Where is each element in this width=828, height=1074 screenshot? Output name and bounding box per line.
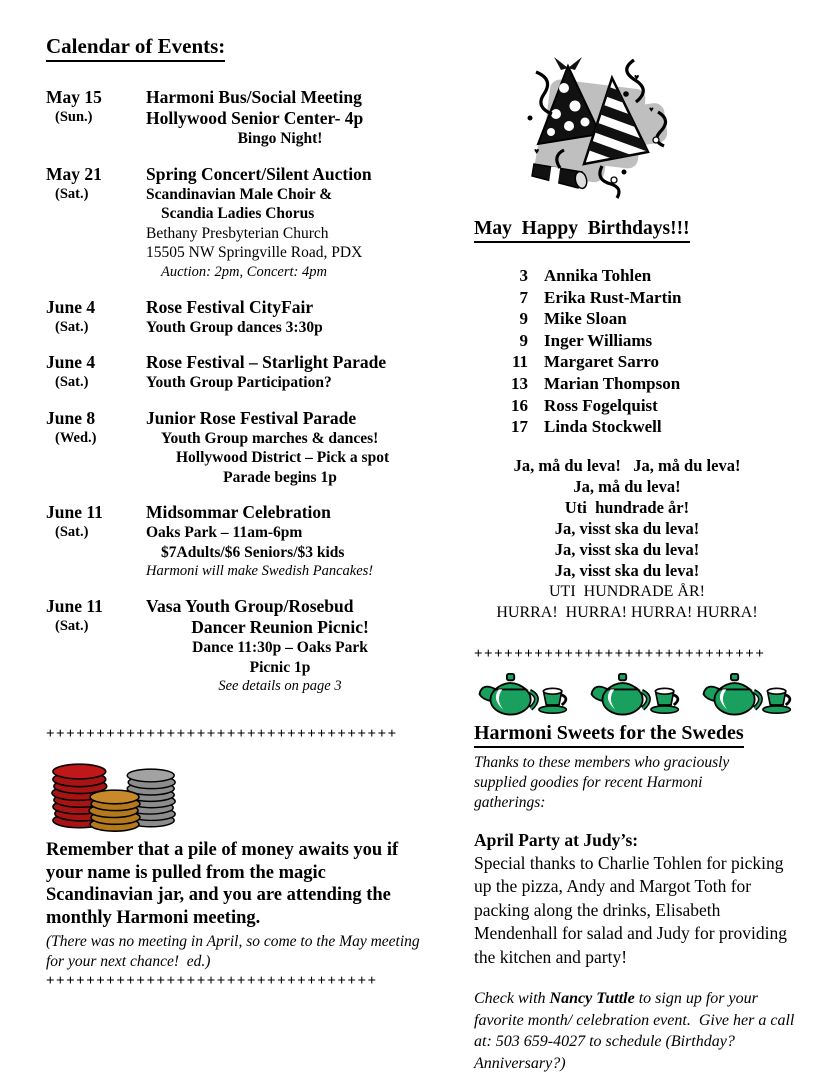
event-date-text: June 11 [46, 596, 103, 616]
plus-divider-right: +++++++++++++++++++++++++++++ [474, 645, 766, 662]
song-line: Ja, visst ska du leva! [554, 560, 700, 580]
event-details [146, 596, 432, 696]
cup-rim [767, 688, 785, 694]
event-date [46, 87, 146, 149]
event-date-text: May 15 [46, 87, 102, 107]
birthday-day: 9 [519, 330, 528, 350]
calendar-event [46, 297, 432, 338]
teapot-knob [507, 674, 514, 680]
teapot-knob [731, 674, 738, 680]
event-line: Rose Festival – Starlight Parade [146, 352, 387, 372]
event-details [146, 352, 432, 393]
money-reminder-text: Remember that a pile of money awaits you if your name is pulled from the magic Scandinavian jar, and you are attending the monthly Harmoni meeting. [46, 840, 399, 928]
event-line: Scandia Ladies Chorus [161, 205, 315, 222]
song-line: Ja, visst ska du leva! [554, 539, 700, 559]
birthday-name: Margaret Sarro [544, 352, 660, 372]
teapot-and-teacup-icon [698, 669, 794, 719]
calendar-event [46, 502, 432, 581]
song-line: UTI HUNDRADE ÅR! [549, 582, 705, 600]
april-party-heading: April Party at Judy’s: [474, 829, 639, 850]
coins-svg [50, 755, 182, 835]
event-details [146, 297, 432, 338]
event-line: Rose Festival CityFair [146, 296, 314, 317]
event-day-text: (Sat.) [55, 185, 89, 202]
event-line: Auction: 2pm, Concert: 4pm [161, 263, 327, 280]
teapot-knob [619, 674, 626, 680]
saucer [539, 706, 566, 713]
event-date [46, 297, 146, 338]
birthday-name: Linda Stockwell [544, 417, 662, 437]
cup-handle [674, 695, 678, 705]
saucer [763, 706, 790, 713]
song-line: Ja, må du leva! Ja, må du leva! [513, 455, 741, 475]
birthday-day: 9 [519, 309, 528, 329]
birthdays-title: May Happy Birthdays!!! [474, 218, 690, 243]
event-line: Harmoni Bus/Social Meeting [146, 87, 362, 107]
party-hats-svg [506, 54, 686, 202]
event-day-text: (Wed.) [55, 429, 97, 446]
signup-note-prefix: Check with [474, 990, 550, 1008]
event-line: See details on page 3 [218, 678, 342, 694]
event-date-text: May 21 [46, 163, 102, 184]
event-line: Youth Group Participation? [146, 374, 332, 391]
svg-text:♥: ♥ [649, 105, 654, 114]
birthday-song [474, 455, 780, 623]
plus-divider-top: +++++++++++++++++++++++++++++++++++ [46, 726, 398, 742]
cup-rim [655, 688, 673, 694]
calendar-section [46, 34, 432, 990]
event-line: Midsommar Celebration [146, 502, 331, 522]
event-day-text: (Sat.) [55, 524, 89, 540]
birthday-day: 13 [511, 373, 528, 393]
event-date [46, 596, 146, 696]
birthday-name: Ross Fogelquist [544, 395, 658, 415]
event-date-text: June 8 [46, 407, 96, 428]
calendar-event [46, 87, 432, 149]
song-line: Uti hundrade år! [564, 497, 690, 517]
birthday-name: Marian Thompson [544, 373, 681, 393]
song-line: HURRA! HURRA! HURRA! HURRA! [496, 603, 758, 621]
song-line: Ja, visst ska du leva! [554, 518, 700, 538]
event-date [46, 502, 146, 581]
coin-stacks-image [50, 755, 432, 835]
event-details [146, 87, 432, 149]
event-line: Scandinavian Male Choir & [146, 185, 333, 203]
event-day-text: (Sat.) [55, 618, 89, 634]
april-party-text: Special thanks to Charlie Tohlen for picking up the pizza, Andy and Margot Toth for packing along the drinks, Elisabeth Mendenhall for salad and Judy for providing the kitchen and party! [474, 852, 787, 967]
svg-text:♥: ♥ [634, 72, 640, 82]
event-date-text: June 4 [46, 296, 96, 317]
teapot-and-teacup-icon [586, 669, 682, 719]
event-line: Hollywood Senior Center- 4p [146, 108, 364, 128]
signup-note-suffix: to sign up for your favorite month/ celebration event. Give her a call at: 503 659-4027 to schedule (Birthday? Anniversary?) [474, 990, 795, 1072]
sweets-title: Harmoni Sweets for the Swedes [474, 722, 744, 748]
event-line: Parade begins 1p [223, 468, 337, 486]
sweets-intro: Thanks to these members who graciously supplied goodies for recent Harmoni gatherings: [474, 753, 730, 811]
event-line: Dancer Reunion Picnic! [191, 617, 369, 637]
event-line: Hollywood District – Pick a spot [176, 449, 390, 466]
birthday-row [500, 351, 796, 373]
event-details [146, 502, 432, 581]
birthday-name: Erika Rust-Martin [544, 287, 682, 307]
birthday-row [500, 308, 796, 330]
svg-text:♥: ♥ [534, 146, 540, 156]
birthday-name: Inger Williams [544, 330, 653, 350]
cup-rim [543, 688, 561, 694]
event-line: Vasa Youth Group/Rosebud [146, 596, 354, 616]
event-line: Bingo Night! [237, 130, 323, 147]
event-day-text: (Sat.) [55, 374, 89, 390]
gold-coin-stack [89, 790, 140, 831]
teapot-lid [607, 683, 638, 689]
event-line: Dance 11:30p – Oaks Park [192, 639, 368, 656]
event-line: Youth Group dances 3:30p [146, 318, 323, 336]
birthday-row [500, 330, 796, 352]
saucer [651, 706, 678, 713]
birthday-list [500, 265, 796, 438]
birthday-name: Annika Tohlen [544, 266, 652, 285]
teapots-row [474, 669, 796, 719]
calendar-event [46, 596, 432, 696]
event-line: Spring Concert/Silent Auction [146, 163, 372, 184]
calendar-event [46, 164, 432, 282]
teapot-and-teacup-icon [474, 669, 570, 719]
event-day-text: (Sun.) [55, 109, 93, 125]
birthday-row [500, 373, 796, 395]
birthday-row [500, 416, 796, 438]
event-date [46, 408, 146, 488]
teapot-lid [495, 683, 526, 689]
cup-handle [562, 695, 566, 705]
cup-handle [786, 695, 790, 705]
calendar-event [46, 408, 432, 488]
event-line: Junior Rose Festival Parade [146, 407, 357, 428]
signup-note [474, 988, 796, 1074]
birthday-day: 7 [519, 287, 528, 307]
song-line: Ja, må du leva! [573, 476, 681, 496]
plus-divider-bottom: +++++++++++++++++++++++++++++++++ [46, 973, 378, 989]
event-date-text: June 4 [46, 352, 96, 372]
teapot-lid [719, 683, 750, 689]
event-date [46, 164, 146, 282]
event-line: Youth Group marches & dances! [161, 429, 379, 447]
event-line: Harmoni will make Swedish Pancakes! [146, 563, 374, 579]
party-hats-image [506, 54, 796, 202]
event-line: Picnic 1p [249, 658, 311, 676]
birthday-row [500, 395, 796, 417]
event-day-text: (Sat.) [55, 318, 89, 335]
event-line: $7Adults/$6 Seniors/$3 kids [161, 543, 345, 561]
event-line: Oaks Park – 11am-6pm [146, 524, 303, 541]
birthday-day: 16 [511, 395, 528, 415]
birthdays-section [474, 50, 796, 1074]
event-date [46, 352, 146, 393]
birthday-row [500, 287, 796, 309]
birthday-day: 17 [511, 417, 528, 437]
birthday-day: 11 [511, 352, 528, 372]
calendar-events-list [46, 87, 432, 696]
event-line: Bethany Presbyterian Church [146, 224, 329, 242]
event-details [146, 408, 432, 488]
birthday-day: 3 [519, 266, 528, 285]
signup-note-name: Nancy Tuttle [549, 990, 635, 1008]
birthday-name: Mike Sloan [544, 309, 627, 329]
money-reminder-note: (There was no meeting in April, so come to the May meeting for your next chance! ed.) [46, 933, 420, 970]
birthday-row [500, 265, 796, 287]
event-line: 15505 NW Springville Road, PDX [146, 244, 363, 261]
event-date-text: June 11 [46, 502, 103, 522]
calendar-event [46, 352, 432, 393]
event-details [146, 164, 432, 282]
calendar-title: Calendar of Events: [46, 34, 225, 62]
